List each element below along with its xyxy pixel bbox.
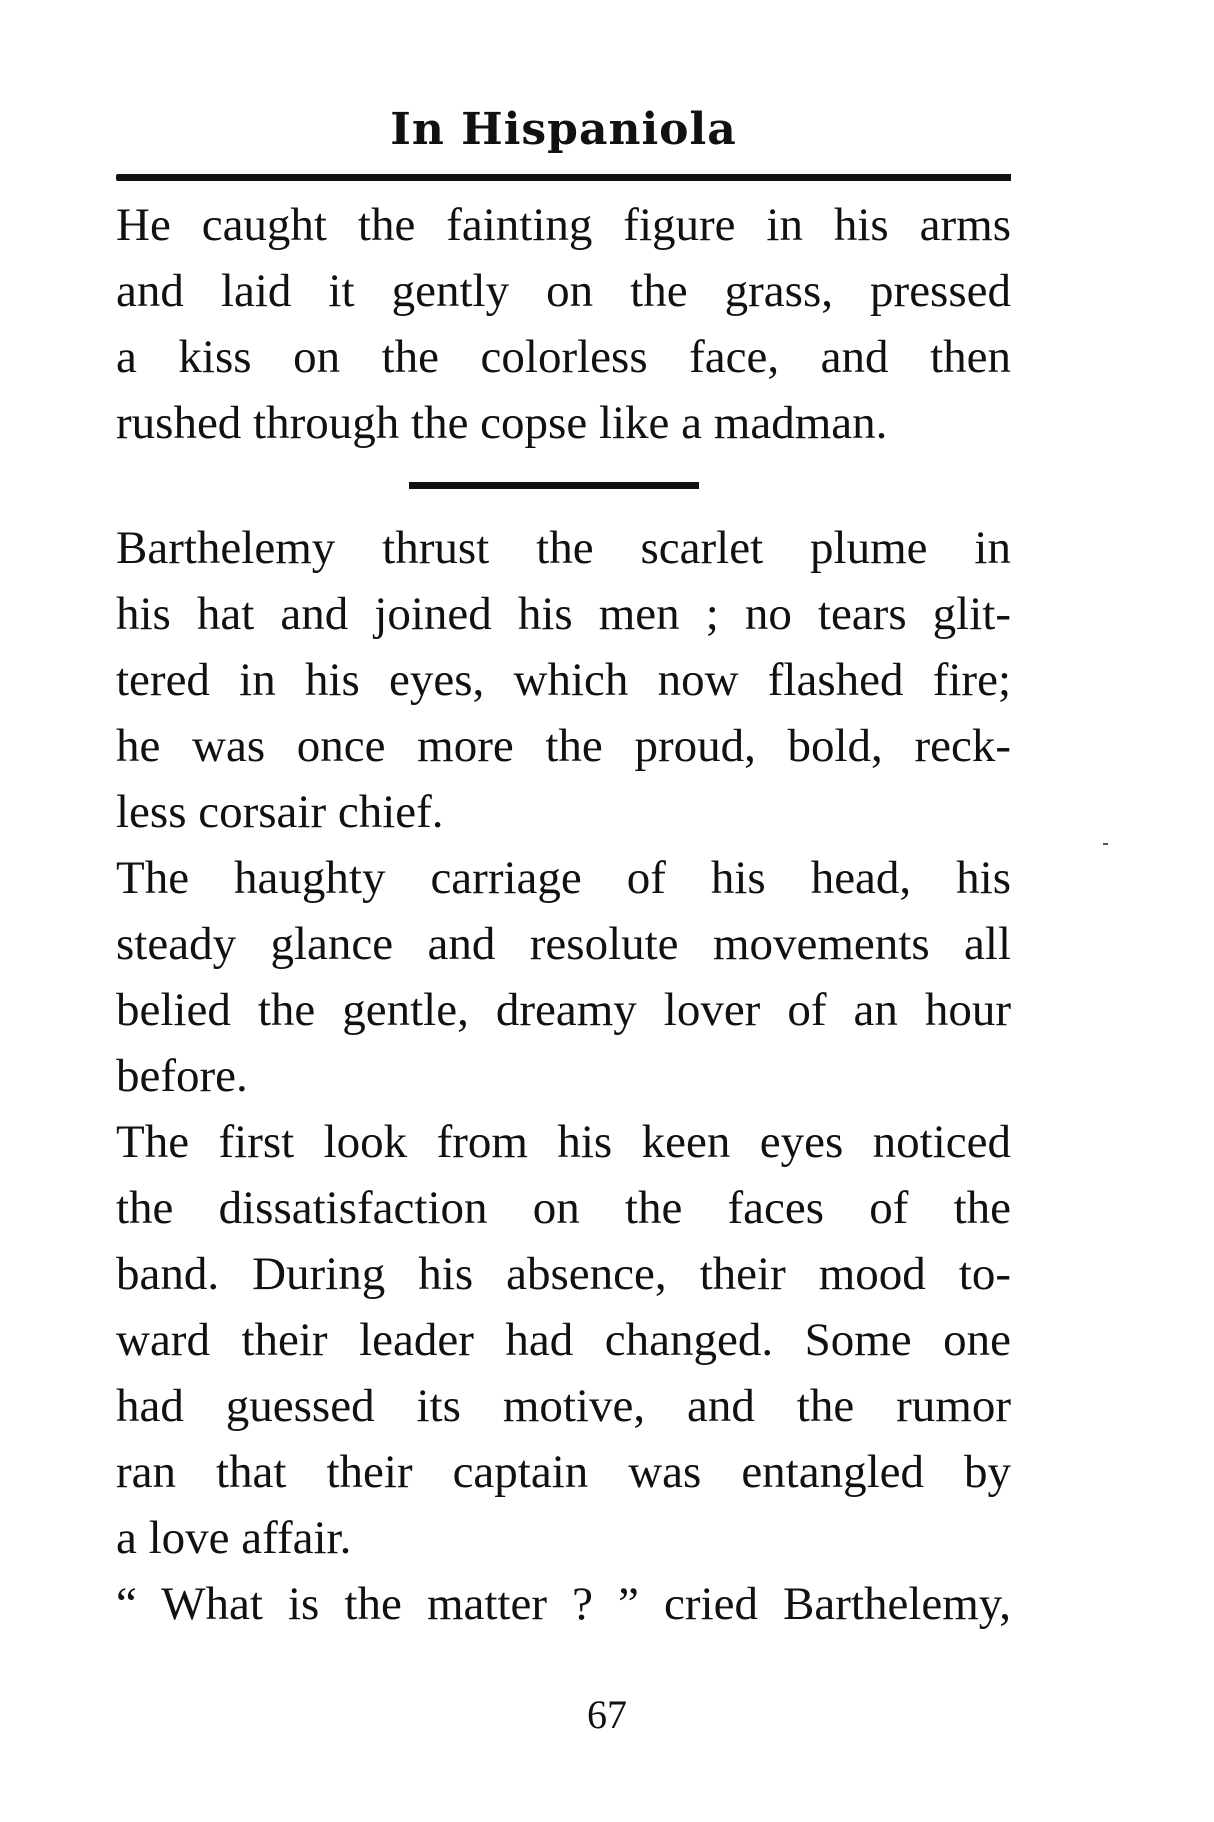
- paragraph-1: [116, 192, 1011, 456]
- text-line: “ What is the matter ? ” cried Barthelemy,: [116, 1578, 1011, 1630]
- page-number: 67: [587, 1692, 627, 1737]
- text-line: before.: [116, 1050, 248, 1102]
- text-line: a kiss on the colorless face, and then: [116, 331, 1011, 383]
- text-line: Barthelemy thrust the scarlet plume in: [116, 522, 1011, 574]
- text-line: ward their leader had changed. Some one: [116, 1314, 1011, 1366]
- text-line: steady glance and resolute movements all: [116, 918, 1011, 970]
- print-speck: [1103, 843, 1108, 845]
- header-rule: [116, 174, 1011, 181]
- text-line: and laid it gently on the grass, pressed: [116, 265, 1011, 317]
- running-head: In Hispaniola: [390, 104, 737, 155]
- text-line: the dissatisfaction on the faces of the: [116, 1182, 1011, 1234]
- text-line: The haughty carriage of his head, his: [116, 852, 1011, 904]
- text-line: rushed through the copse like a madman.: [116, 397, 888, 449]
- text-line: The first look from his keen eyes noticed: [116, 1116, 1011, 1168]
- text-line: tered in his eyes, which now flashed fire;: [116, 654, 1011, 706]
- body-text: [116, 515, 1011, 1637]
- text-line: band. During his absence, their mood to-: [116, 1248, 1011, 1300]
- text-line: his hat and joined his men ; no tears glit-: [116, 588, 1011, 640]
- text-line: ran that their captain was entangled by: [116, 1446, 1011, 1498]
- text-line: belied the gentle, dreamy lover of an hour: [116, 984, 1011, 1036]
- text-line: a love affair.: [116, 1512, 352, 1564]
- section-break-rule: [409, 482, 699, 489]
- text-line: He caught the fainting figure in his arms: [116, 199, 1011, 251]
- text-line: had guessed its motive, and the rumor: [116, 1380, 1011, 1432]
- text-line: less corsair chief.: [116, 786, 444, 838]
- text-line: he was once more the proud, bold, reck-: [116, 720, 1011, 772]
